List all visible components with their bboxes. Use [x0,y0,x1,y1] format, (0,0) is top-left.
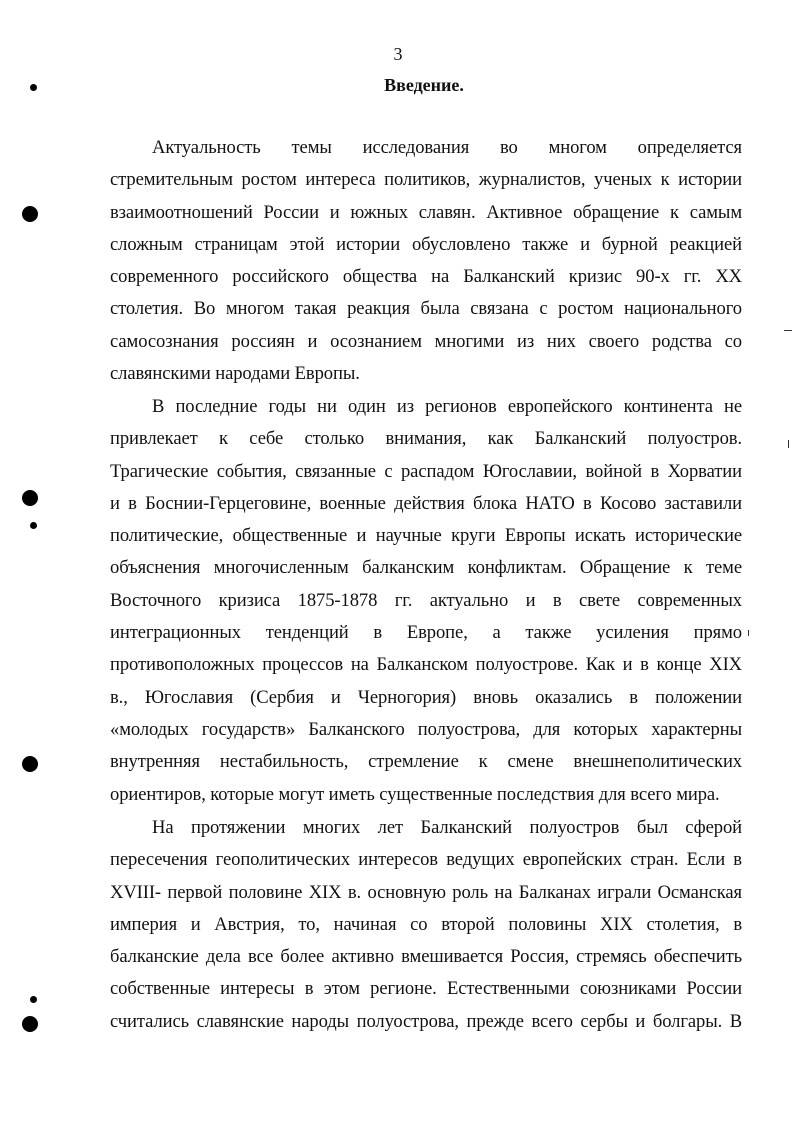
binding-hole-mark [22,1016,38,1032]
text-line: противоположных процессов на Балканском полуострове. Как и в конце XIX [110,654,742,676]
binding-hole-mark [22,756,38,772]
text-line: На протяжении многих лет Балканский полуостров был сферой [152,817,742,838]
text-line: стремительным ростом интереса политиков, журналистов, ученых к истории [110,169,742,191]
binding-hole-mark [22,206,38,222]
text-line: взаимоотношений России и южных славян. Активное обращение к самым [110,201,742,223]
scan-speck [748,630,749,636]
text-line: сложным страницам этой истории обусловлено также и бурной реакцией [110,233,742,255]
binding-hole-mark [30,996,37,1003]
text-line: привлекает к себе столько внимания, как Балканский полуостров. [110,428,742,450]
text-line: политические, общественные и научные круги Европы искать исторические [110,525,742,547]
text-line: в., Югославия (Сербия и Черногория) вновь оказались в положении [110,686,742,708]
text-line: балканские дела все более активно вмешивается Россия, стремясь обеспечить [110,946,742,968]
text-line: собственные интересы в этом регионе. Естественными союзниками России [110,978,742,1000]
paragraph [110,812,742,1038]
text-line: В последние годы ни один из регионов европейского континента не [152,396,742,417]
binding-hole-mark [22,490,38,506]
text-line: считались славянские народы полуострова, прежде всего сербы и болгары. В [110,1010,742,1032]
text-line: столетия. Во многом такая реакция была связана с ростом национального [110,298,742,320]
text-line: Восточного кризиса 1875-1878 гг. актуально и в свете современных [110,589,742,611]
text-line: Актуальность темы исследования во многом определяется [152,137,742,158]
scan-speck [784,330,792,331]
text-line: современного российского общества на Балканский кризис 90-х гг. XX [110,266,742,288]
binding-hole-mark [30,522,37,529]
text-line: пересечения геополитических интересов ведущих европейских стран. Если в [110,849,742,871]
paragraph [110,132,742,390]
text-line: XVIII- первой половине XIX в. основную роль на Балканах играли Османская [110,881,742,903]
text-line: и в Боснии-Герцеговине, военные действия блока НАТО в Косово заставили [110,492,742,514]
text-line: ориентиров, которые могут иметь существенные последствия для всего мира. [110,783,720,805]
page-title: Введение. [384,75,464,95]
text-line: «молодых государств» Балканского полуострова, для которых характерны [110,718,742,740]
text-line: самосознания россиян и осознанием многими из них своего родства со [110,330,742,352]
text-line: империя и Австрия, то, начиная со второй половины XIX столетия, в [110,913,742,935]
text-line: интеграционных тенденций в Европе, а также усиления прямо [110,622,742,644]
text-line: объяснения многочисленным балканским конфликтам. Обращение к теме [110,557,742,579]
text-line: Трагические события, связанные с распадом Югославии, войной в Хорватии [110,460,742,482]
text-line: внутренняя нестабильность, стремление к смене внешнеполитических [110,751,742,773]
text-line: славянскими народами Европы. [110,363,360,385]
scan-speck [788,440,789,448]
page-number: 3 [393,44,403,64]
paragraph [110,391,742,811]
